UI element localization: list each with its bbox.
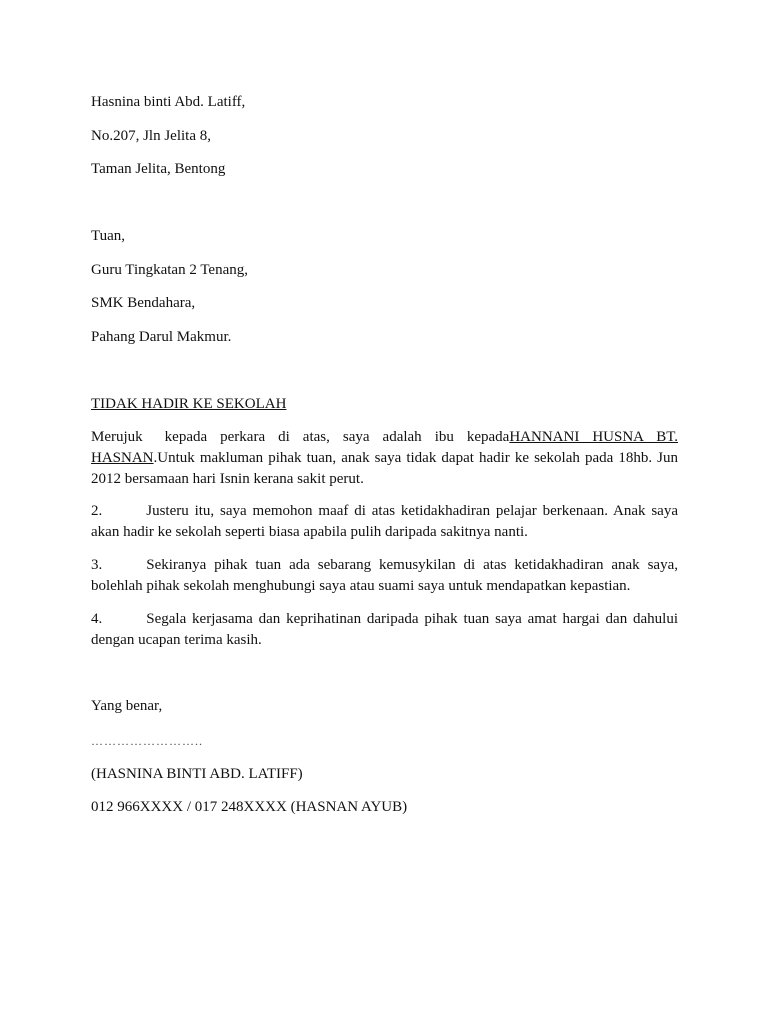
- body-paragraph-4: [91, 609, 678, 651]
- contact-numbers: 012 966XXXX / 017 248XXXX (HASNAN AYUB): [91, 799, 408, 815]
- letter-subject: TIDAK HADIR KE SEKOLAH: [91, 396, 287, 412]
- p1-text: kepada perkara di atas, saya adalah ibu kepada: [164, 429, 510, 445]
- sign-off: Yang benar,: [91, 698, 163, 714]
- p1-intro: Merujuk: [91, 429, 143, 445]
- recipient-salutation: Tuan,: [91, 228, 126, 244]
- sender-address-line2: Taman Jelita, Bentong: [91, 161, 226, 177]
- p2-text: Justeru itu, saya memohon maaf di atas ketidakhadiran pelajar berkenaan. Anak saya akan hadir ke sekolah seperti biasa apabila pulih daripada sakitnya nanti.: [91, 503, 678, 540]
- recipient-line3: Pahang Darul Makmur.: [91, 329, 232, 345]
- p4-number: 4.: [91, 611, 103, 627]
- body-paragraph-2: [91, 501, 678, 543]
- student-name: HANNANI HUSNA BT. HASNAN: [91, 429, 679, 466]
- sender-address-line1: No.207, Jln Jelita 8,: [91, 128, 211, 144]
- signature-line: ……………………..: [91, 734, 203, 748]
- p2-number: 2.: [91, 503, 103, 519]
- recipient-line1: Guru Tingkatan 2 Tenang,: [91, 262, 249, 278]
- body-paragraph-3: [91, 555, 678, 597]
- body-paragraph-1: [91, 427, 678, 490]
- signer-name: (HASNINA BINTI ABD. LATIFF): [91, 766, 303, 782]
- recipient-line2: SMK Bendahara,: [91, 295, 196, 311]
- p1-rest: .Untuk makluman pihak tuan, anak saya tidak dapat hadir ke sekolah pada 18hb. Jun 2012 bersamaan hari Isnin kerana sakit perut.: [91, 450, 678, 487]
- p3-text: Sekiranya pihak tuan ada sebarang kemusykilan di atas ketidakhadiran anak saya, bolehlah pihak sekolah menghubungi saya atau suami saya untuk mendapatkan kepastian.: [91, 557, 678, 594]
- sender-name: Hasnina binti Abd. Latiff,: [91, 94, 246, 110]
- p4-text: Segala kerjasama dan keprihatinan daripada pihak tuan saya amat hargai dan dahului dengan ucapan terima kasih.: [91, 611, 678, 648]
- p3-number: 3.: [91, 557, 103, 573]
